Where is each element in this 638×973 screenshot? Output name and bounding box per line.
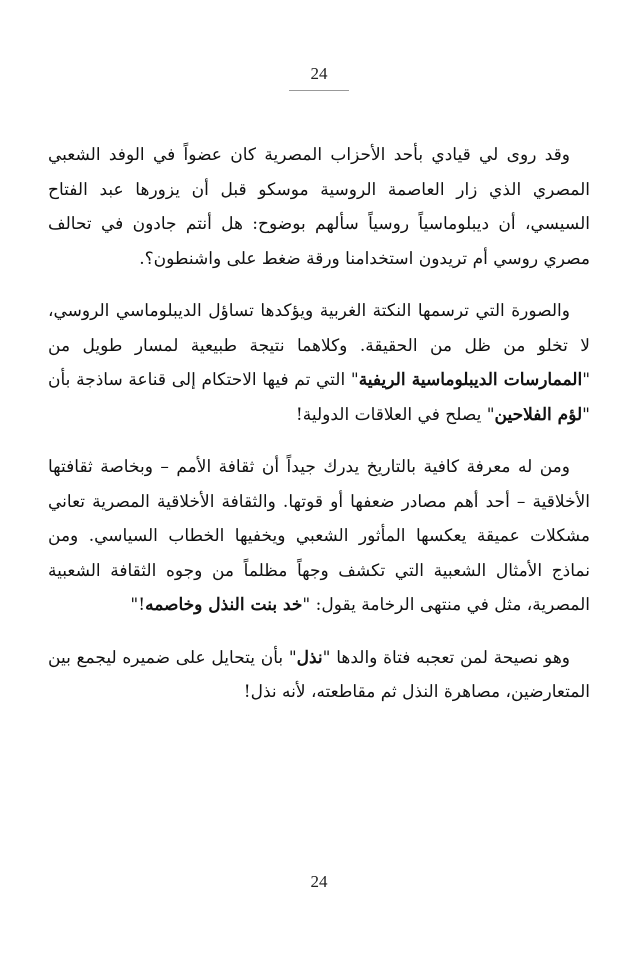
paragraph-1-text: وقد روى لي قيادي بأحد الأحزاب المصرية كان عضواً في الوفد الشعبي المصري الذي زار العاصمة الروسية موسكو قبل أن يزورها عبد الفتاح السيسي، أن ديبلوماسياً روسياً سألهم بوضوح: هل أنتم جادون في تحالف مصري روسي أم تريدون استخدامنا ورقة ضغط على واشنطون؟. [48, 145, 590, 269]
paragraph-2-text-c: " يصلح في العلاقات الدولية! [295, 404, 495, 425]
paragraph-3-text-a: ومن له معرفة كافية بالتاريخ يدرك جيداً أن ثقافة الأمم – وبخاصة ثقافتها الأخلاقية – أحد أهم مصادر ضعفها أو قوتها. والثقافة الأخلاقية المصرية تعاني مشكلات عميقة يعكسها المأثور الشعبي ويخفيها الخطاب السياسي. ومن نماذج الأمثال الشعبية التي تكشف وجهاً مظلماً من وجوه الثقافة الشعبية المصرية، مثل في منتهى الرخامة يقول: " [48, 457, 590, 615]
header-divider [289, 90, 349, 91]
paragraph-4-text-a: وهو نصيحة لمن تعجبه فتاة والدها " [322, 647, 570, 668]
paragraph-3-text-b: !" [130, 595, 146, 615]
body-text [48, 138, 590, 728]
paragraph-4 [48, 641, 590, 710]
bold-phrase-peasant-cunning: لؤم الفلاحين [494, 404, 583, 425]
paragraph-3 [48, 450, 590, 623]
bold-proverb: خد بنت النذل وخاصمه [145, 595, 303, 615]
bold-phrase-rural-diplomacy: الممارسات الديبلوماسية الريفية [358, 370, 583, 390]
page-number-bottom: 24 [310, 872, 328, 891]
paragraph-2-text-a: والصورة التي ترسمها النكتة الغربية ويؤكدها تساؤل الديبلوماسي الروسي، لا تخلو من ظل من الحقيقة. وكلاهما نتيجة طبيعية لمسار طويل من " [48, 301, 591, 390]
bold-word-nadhl: نذل [296, 647, 323, 668]
paragraph-4-text-b: " بأن يتحايل على ضميره ليجمع بين المتعارضين، مصاهرة النذل ثم مقاطعته، لأنه نذل! [48, 647, 590, 702]
paragraph-2-text-b: " التي تم فيها الاحتكام إلى قناعة ساذجة بأن " [48, 370, 590, 425]
paragraph-1 [48, 138, 590, 276]
paragraph-2 [48, 294, 590, 432]
page-number-top: 24 [310, 64, 328, 83]
